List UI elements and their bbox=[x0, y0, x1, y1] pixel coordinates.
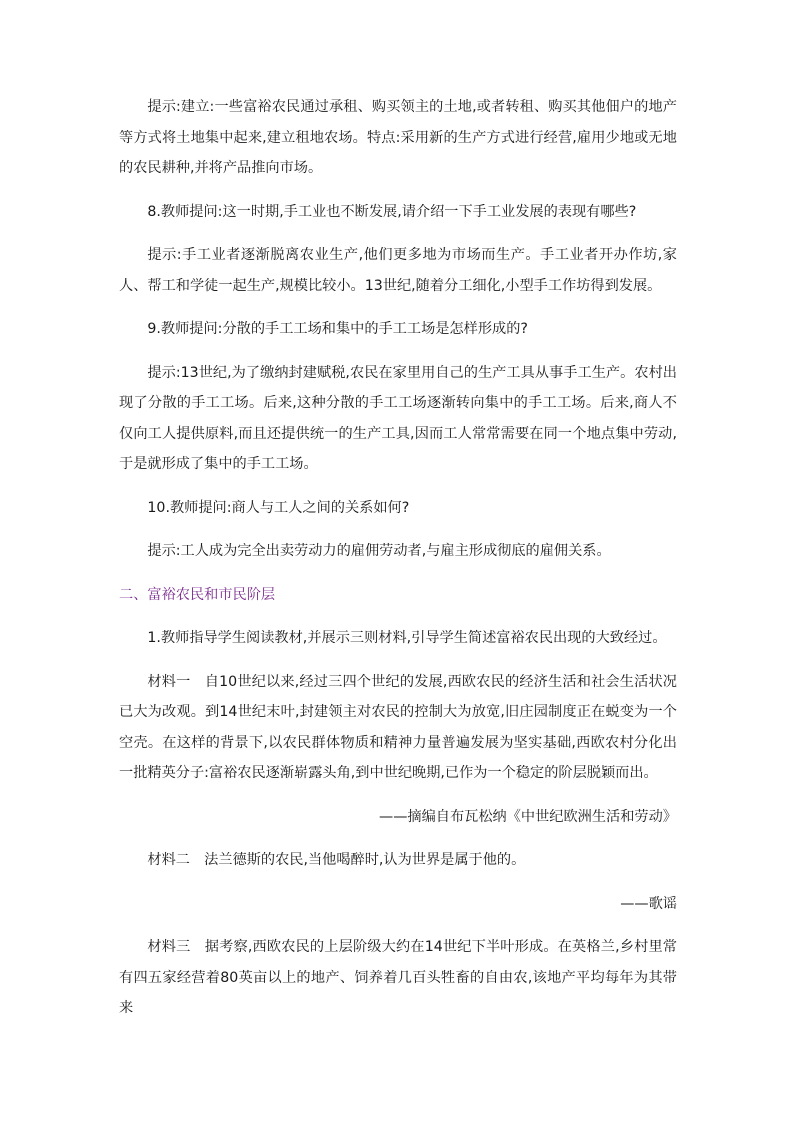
material-3: 材料三 据考察,西欧农民的上层阶级大约在14世纪下半叶形成。在英格兰,乡村里常有四五家经营着80英亩以上的地产、饲养着几百头牲畜的自由农,该地产平均每年为其带来 bbox=[119, 939, 677, 1016]
answer-paragraph-8: 提示:手工业者逐渐脱离农业生产,他们更多地为市场而生产。手工业者开办作坊,家人、帮工和学徒一起生产,规模比较小。13世纪,随着分工细化,小型手工作坊得到发展。 bbox=[119, 247, 677, 294]
answer-paragraph-7: 提示:建立:一些富裕农民通过承租、购买领主的土地,或者转租、购买其他佃户的地产等方式将土地集中起来,建立租地农场。特点:采用新的生产方式进行经营,雇用少地或无地的农民耕种,并将产品推向市场。 bbox=[119, 99, 677, 176]
question-8: 8.教师提问:这一时期,手工业也不断发展,请介绍一下手工业发展的表现有哪些? bbox=[147, 203, 637, 220]
material-2-source: ——歌谣 bbox=[620, 895, 677, 912]
answer-paragraph-9: 提示:13世纪,为了缴纳封建赋税,农民在家里用自己的生产工具从事手工生产。农村出现了分散的手工工场。后来,这种分散的手工工场逐渐转向集中的手工工场。后来,商人不仅向工人提供原料,而且还提供统一的生产工具,因而工人常常需要在同一个地点集中劳动,于是就形成了集中的手工工场。 bbox=[119, 364, 677, 472]
answer-paragraph-10: 提示:工人成为完全出卖劳动力的雇佣劳动者,与雇主形成彻底的雇佣关系。 bbox=[147, 543, 611, 559]
material-2: 材料二 法兰德斯的农民,当他喝醉时,认为世界是属于他的。 bbox=[147, 852, 526, 868]
material-1-source: ——摘编自布瓦松纳《中世纪欧洲生活和劳动》 bbox=[379, 808, 677, 825]
step-1-paragraph: 1.教师指导学生阅读教材,并展示三则材料,引导学生简述富裕农民出现的大致经过。 bbox=[147, 630, 667, 646]
question-9: 9.教师提问:分散的手工工场和集中的手工工场是怎样形成的? bbox=[147, 321, 528, 337]
question-10: 10.教师提问:商人与工人之间的关系如何? bbox=[147, 499, 410, 516]
material-1: 材料一 自10世纪以来,经过三四个世纪的发展,西欧农民的经济生活和社会生活状况已大为改观。到14世纪末叶,封建领主对农民的控制大为放宽,旧庄园制度正在蜕变为一个空壳。在这样的背景下,以农民群体物质和精神力量普遍发展为坚实基础,西欧农村分化出一批精英分子:富裕农民逐渐崭露头角,到中世纪晚期,已作为一个稳定的阶层脱颖而出。 bbox=[119, 673, 677, 781]
document-body bbox=[119, 92, 677, 1024]
section-heading: 二、富裕农民和市民阶层 bbox=[119, 586, 276, 603]
